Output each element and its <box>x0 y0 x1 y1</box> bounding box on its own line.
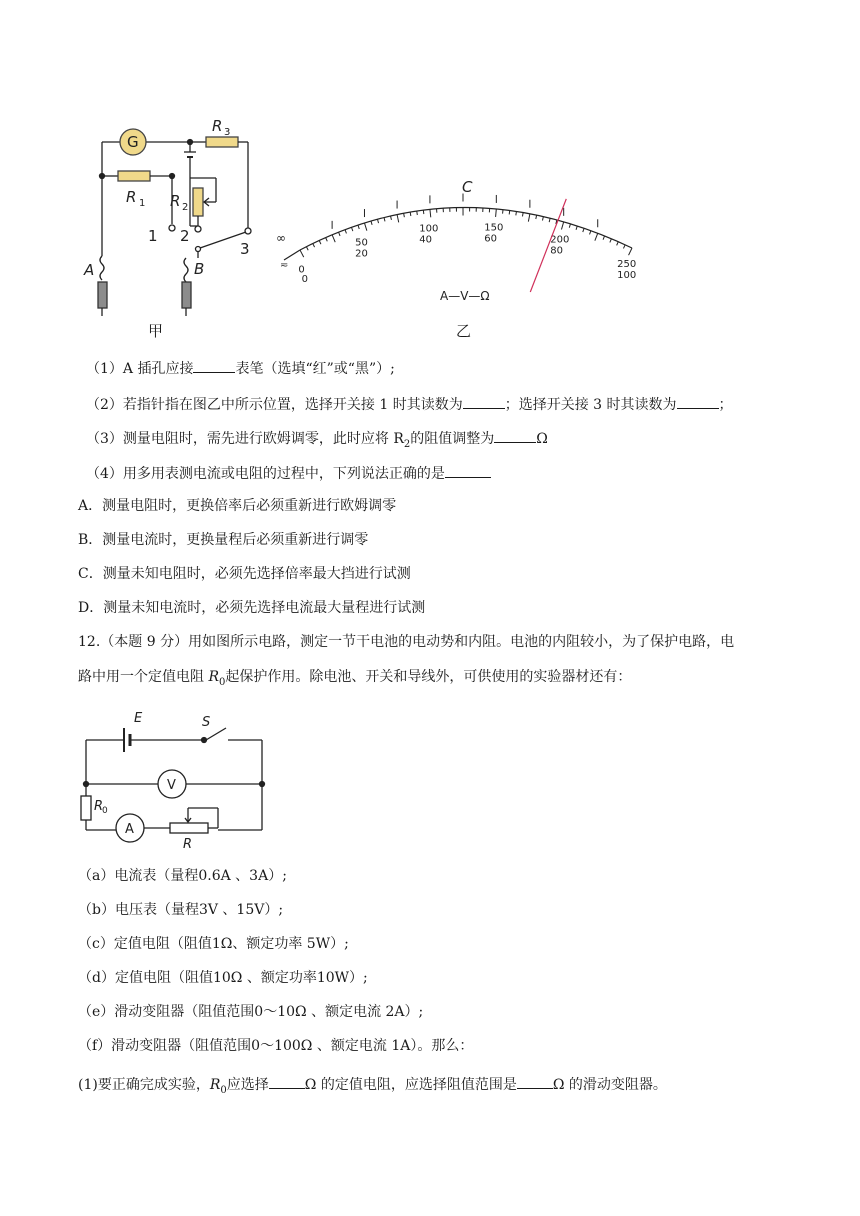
answer-blank[interactable] <box>269 1074 305 1089</box>
dial-zero-label: 0 <box>298 264 305 276</box>
q12-sub1-sub: 0 <box>220 1084 227 1096</box>
dial-tick <box>326 238 328 242</box>
dial-tick <box>371 221 372 225</box>
dial-tick <box>603 236 604 240</box>
dial-tick <box>404 213 405 217</box>
q11-option-c: C．测量未知电阻时，必须先选择倍率最大挡进行试测 <box>78 566 411 582</box>
figure-jia-circuit <box>78 108 268 318</box>
dial-ohm-label: 200 <box>550 234 570 246</box>
dial-tick <box>352 227 353 231</box>
dial-tick <box>423 210 424 214</box>
q12-intro2-pre: 路中用一个定值电阻 <box>78 669 209 685</box>
answer-blank[interactable] <box>463 394 505 409</box>
q11-part3-pre: （3）测量电阻时，需先进行欧姆调零，此时应将 R <box>86 431 404 447</box>
dial-tick <box>576 226 577 230</box>
figure-jia-caption: 甲 <box>148 322 164 340</box>
q12-item-a: （a）电流表（量程0.6A 、3A）; <box>78 868 287 884</box>
q11-option-a: A．测量电阻时，更换倍率后必须重新进行欧姆调零 <box>78 498 397 514</box>
q11-part3-post: Ω <box>536 431 548 447</box>
dial-tick <box>542 217 543 221</box>
q11-part3-mid: 的阻值调整为 <box>410 431 495 447</box>
dial-tick <box>410 212 411 216</box>
q11-part3 <box>86 428 548 455</box>
dial-tick <box>358 225 359 229</box>
dial-tick <box>306 247 308 251</box>
q12-sub1-post: Ω 的滑动变阻器。 <box>552 1077 667 1093</box>
dial-tick <box>339 232 340 236</box>
dial-tick <box>516 211 517 215</box>
dial-tick <box>384 218 385 222</box>
q12-intro2-sub: 0 <box>219 676 226 688</box>
dial-tick <box>430 209 431 217</box>
q11-part1 <box>86 358 395 379</box>
q11-part4 <box>86 463 491 484</box>
dial-tick <box>300 250 304 257</box>
dial-zero-label: 0 <box>301 274 308 286</box>
dial-tick <box>536 215 537 219</box>
ammeter-symbol: A <box>125 822 134 837</box>
dial-tick <box>528 214 530 222</box>
q12-sub1-pre: (1)要正确完成实验， <box>78 1077 210 1093</box>
terminal-1-label: 1 <box>148 227 158 245</box>
socket-a-label: A <box>84 261 95 279</box>
q12-switch-label: S <box>202 715 211 730</box>
socket-b-label: B <box>194 260 205 278</box>
terminal-3-label: 3 <box>240 240 250 258</box>
dial-tick <box>364 223 366 231</box>
answer-blank[interactable] <box>677 394 719 409</box>
figure-yi-caption: 乙 <box>456 322 472 340</box>
q12-sub1-mid2: Ω 的定值电阻，应选择阻值范围是 <box>304 1077 517 1093</box>
q12-item-f: （f）滑动变阻器（阻值范围0～100Ω 、额定电流 1A）。那么： <box>78 1038 474 1054</box>
q11-option-b: B．测量电流时，更换量程后必须重新进行调零 <box>78 532 369 548</box>
dial-dc-label: 60 <box>484 233 498 245</box>
dial-tick <box>377 219 378 223</box>
q12-r0-label: R <box>94 799 104 814</box>
q11-part2-post: ； <box>718 397 733 413</box>
terminal-2-label: 2 <box>180 227 190 245</box>
dial-tick <box>569 224 570 228</box>
r3-sub: 3 <box>224 127 231 138</box>
dial-tick <box>583 228 584 232</box>
q11-part2-mid: ；选择开关接 3 时其读数为 <box>504 397 677 413</box>
r2-sub: 2 <box>182 202 189 213</box>
q12-sub1-r: R <box>209 1077 221 1093</box>
r3-label: R <box>212 117 223 135</box>
q11-part2 <box>86 394 733 415</box>
dial-mode-label: A—V—Ω <box>440 289 490 303</box>
dial-tick <box>397 215 399 223</box>
q12-battery-label: E <box>134 711 143 726</box>
q11-part3-sub: 2 <box>403 438 411 450</box>
dial-tick <box>345 230 346 234</box>
q11-part1-pre: （1）A 插孔应接 <box>86 361 194 377</box>
q11-option-d: D．测量未知电流时，必须先选择电流最大量程进行试测 <box>78 600 426 616</box>
dial-dc-label: 40 <box>419 234 433 246</box>
q12-item-d: （d）定值电阻（阻值10Ω 、额定功率10W）; <box>78 970 368 986</box>
voltmeter-symbol: V <box>167 778 176 793</box>
dial-infinity-label: ∞ <box>276 231 286 245</box>
q12-item-c: （c）定值电阻（阻值1Ω、额定功率 5W）; <box>78 936 349 952</box>
dial-tick <box>522 213 523 217</box>
dial-tick <box>629 248 632 255</box>
dial-c-label: C <box>462 178 473 196</box>
dial-dc-label: 100 <box>617 269 637 281</box>
dial-tick <box>391 216 392 220</box>
answer-blank[interactable] <box>494 428 536 443</box>
dial-tick <box>561 222 563 230</box>
q11-part4-text: （4）用多用表测电流或电阻的过程中，下列说法正确的是 <box>86 466 445 482</box>
dial-tick <box>417 211 418 215</box>
r1-sub: 1 <box>139 198 146 209</box>
q12-intro2-post: 起保护作用。除电池、开关和导线外，可供使用的实验器材还有： <box>225 669 632 685</box>
q12-r0-sub: 0 <box>102 806 108 816</box>
q11-part2-pre: （2）若指针指在图乙中所示位置，选择开关接 1 时其读数为 <box>86 397 463 413</box>
q11-part1-post: 表笔（选填“红”或“黑”）; <box>235 361 395 377</box>
g-meter-label: G <box>127 133 139 151</box>
dial-tick <box>590 231 591 235</box>
figure-yi-dial <box>270 172 650 302</box>
dial-tick <box>313 244 315 248</box>
q12-sub1-mid: 应选择 <box>226 1077 269 1093</box>
dial-zero-mark: ≂ <box>280 260 289 271</box>
dial-tick <box>319 241 321 245</box>
dial-tick <box>617 242 619 246</box>
dial-dc-label: 80 <box>550 245 563 257</box>
q12-circuit <box>76 708 276 852</box>
q12-item-b: （b）电压表（量程3V 、15V）; <box>78 902 284 918</box>
q12-sub1 <box>78 1074 667 1101</box>
q12-rheostat-label: R <box>183 837 193 852</box>
dial-ohm-label: 250 <box>617 258 637 270</box>
r1-label: R <box>126 188 137 206</box>
dial-tick <box>332 235 335 242</box>
dial-tick <box>623 245 625 249</box>
dial-tick <box>595 233 598 240</box>
dial-tick <box>496 209 497 217</box>
dial-ohm-label: 50 <box>355 237 368 249</box>
answer-blank[interactable] <box>193 358 235 373</box>
dial-tick <box>549 218 550 222</box>
q12-intro2-r: R <box>208 669 219 685</box>
q12-item-e: （e）滑动变阻器（阻值范围0～10Ω 、额定电流 2A）; <box>78 1004 424 1020</box>
dial-tick <box>509 210 510 214</box>
dial-ohm-label: 100 <box>419 223 439 235</box>
dial-tick <box>610 239 612 243</box>
dial-dc-label: 20 <box>355 248 368 260</box>
q12-intro-line2 <box>78 667 631 693</box>
r2-label: R <box>170 192 181 210</box>
answer-blank[interactable] <box>517 1074 553 1089</box>
answer-blank[interactable] <box>445 463 491 478</box>
q12-intro-line1: 12.（本题 9 分）用如图所示电路，测定一节干电池的电动势和内阻。电池的内阻较小，为了保护电路，电 <box>78 634 735 650</box>
dial-ohm-label: 150 <box>484 222 504 234</box>
